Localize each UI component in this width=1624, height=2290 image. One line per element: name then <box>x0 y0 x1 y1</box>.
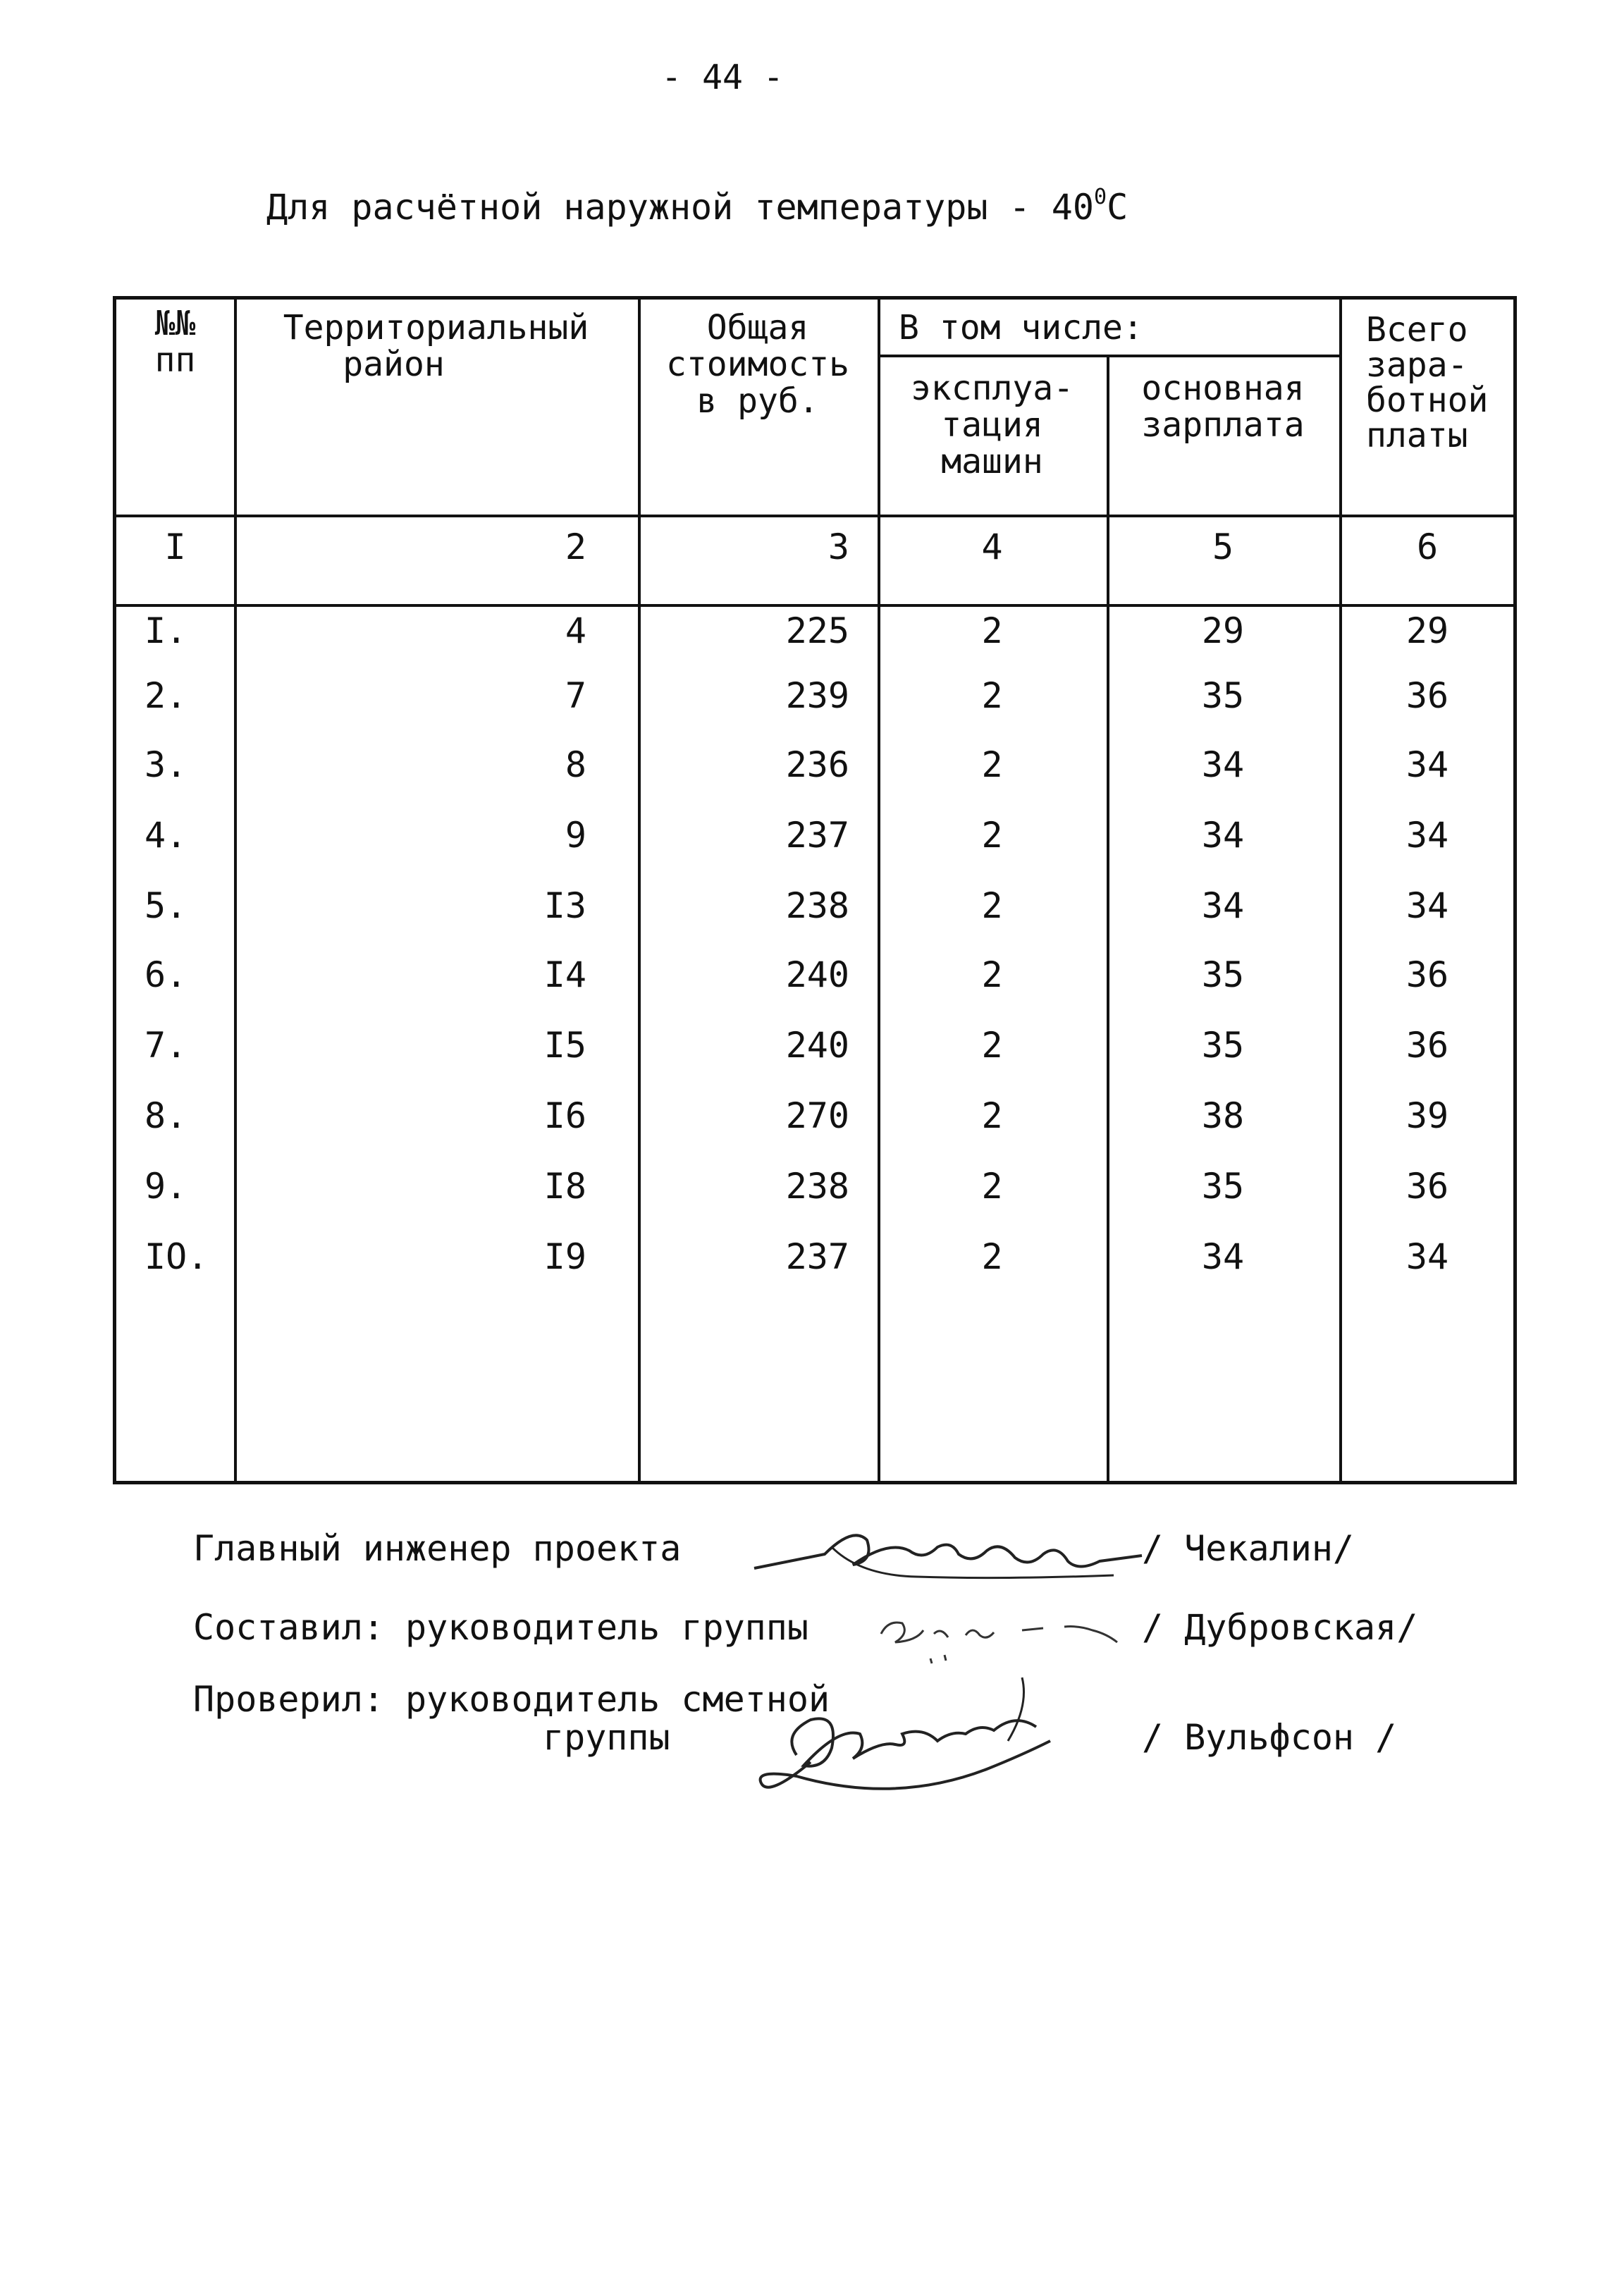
cell-machine-operation: 2 <box>981 610 1003 651</box>
cell-district: I8 <box>543 1166 586 1207</box>
cell-machine-operation: 2 <box>981 1166 1003 1207</box>
table-row <box>116 744 1513 786</box>
cell-machine-operation: 2 <box>981 885 1003 926</box>
signature-role-checker: Проверил: руководитель сметной <box>193 1679 830 1720</box>
cell-total-cost: 240 <box>785 954 849 995</box>
cell-total-cost: 238 <box>785 1166 849 1207</box>
signature-name-dubrovskaya: / Дубровская/ <box>1142 1607 1418 1648</box>
table-row <box>116 675 1513 717</box>
cell-total-wages: 34 <box>1405 885 1449 926</box>
cell-total-cost: 237 <box>785 815 849 856</box>
cell-total-wages: 36 <box>1405 675 1449 716</box>
cell-row-number: 8. <box>144 1095 187 1136</box>
cell-total-cost: 239 <box>785 675 849 716</box>
cell-base-salary: 34 <box>1201 885 1245 926</box>
group-underline <box>878 355 1339 357</box>
cell-district: 9 <box>565 815 586 856</box>
data-table <box>113 296 1517 1484</box>
cell-base-salary: 29 <box>1201 610 1245 651</box>
header-total-cost: Общая стоимость в руб. <box>665 308 850 421</box>
page-number: - 44 - <box>661 58 784 97</box>
cell-district: I6 <box>543 1095 586 1136</box>
cell-district: I5 <box>543 1025 586 1066</box>
column-number: 5 <box>1212 527 1234 567</box>
column-number: 3 <box>828 527 849 567</box>
cell-total-wages: 36 <box>1405 954 1449 995</box>
cell-base-salary: 35 <box>1201 675 1245 716</box>
cell-total-cost: 237 <box>785 1236 849 1277</box>
header-district: Территориальный район <box>283 308 589 384</box>
header-total-wages: Всего зара- ботной платы <box>1366 310 1489 455</box>
column-number: 6 <box>1416 527 1439 567</box>
column-number: 2 <box>565 527 586 567</box>
cell-total-wages: 29 <box>1405 610 1449 651</box>
table-row <box>116 1024 1513 1066</box>
cell-machine-operation: 2 <box>981 675 1003 716</box>
cell-row-number: 5. <box>144 885 187 926</box>
cell-total-cost: 225 <box>785 610 849 651</box>
cell-row-number: 7. <box>144 1025 187 1066</box>
cell-row-number: 4. <box>144 815 187 856</box>
table-row <box>116 1165 1513 1207</box>
cell-machine-operation: 2 <box>981 1236 1003 1277</box>
cell-row-number: 3. <box>144 744 187 785</box>
cell-machine-operation: 2 <box>981 954 1003 995</box>
cell-machine-operation: 2 <box>981 1025 1003 1066</box>
cell-total-cost: 240 <box>785 1025 849 1066</box>
cell-total-wages: 34 <box>1405 1236 1449 1277</box>
cell-district: I3 <box>543 885 586 926</box>
cell-base-salary: 35 <box>1201 1025 1245 1066</box>
signature-role-chief-engineer: Главный инженер проекта <box>193 1528 682 1569</box>
table-row <box>116 885 1513 927</box>
cell-total-wages: 36 <box>1405 1166 1449 1207</box>
header-machine-operation: эксплуа- тация машин <box>910 369 1074 481</box>
column-number: 4 <box>981 527 1003 567</box>
cell-row-number: 9. <box>144 1166 187 1207</box>
page-title <box>266 185 1128 228</box>
cell-machine-operation: 2 <box>981 744 1003 785</box>
column-number: I <box>164 527 186 567</box>
signature-role-compiler: Составил: руководитель группы <box>193 1607 808 1648</box>
cell-base-salary: 38 <box>1201 1095 1245 1136</box>
cell-total-wages: 36 <box>1405 1025 1449 1066</box>
signature-chief-engineer <box>747 1512 1142 1589</box>
cell-base-salary: 34 <box>1201 815 1245 856</box>
signature-compiler <box>867 1592 1135 1669</box>
cell-district: 7 <box>565 675 586 716</box>
title-text: Для расчётной наружной температуры - 40 <box>266 187 1094 228</box>
title-degree: 0 <box>1094 185 1107 209</box>
cell-base-salary: 35 <box>1201 1166 1245 1207</box>
cell-total-cost: 270 <box>785 1095 849 1136</box>
cell-district: 8 <box>565 744 586 785</box>
cell-base-salary: 34 <box>1201 1236 1245 1277</box>
table-row <box>116 954 1513 996</box>
cell-base-salary: 35 <box>1201 954 1245 995</box>
cell-district: 4 <box>565 610 586 651</box>
title-unit: С <box>1107 187 1128 228</box>
cell-total-cost: 236 <box>785 744 849 785</box>
cell-total-wages: 39 <box>1405 1095 1449 1136</box>
cell-row-number: 6. <box>144 954 187 995</box>
signature-role-checker-cont: группы <box>543 1717 670 1758</box>
table-row <box>116 610 1513 652</box>
cell-row-number: IO. <box>144 1236 209 1277</box>
cell-row-number: I. <box>144 610 187 651</box>
cell-machine-operation: 2 <box>981 1095 1003 1136</box>
cell-base-salary: 34 <box>1201 744 1245 785</box>
signature-name-chekalin: / Чекалин/ <box>1142 1528 1355 1569</box>
cell-district: I9 <box>543 1236 586 1277</box>
cell-total-cost: 238 <box>785 885 849 926</box>
header-group: В том числе: <box>899 308 1143 347</box>
header-divider <box>116 515 1513 517</box>
header-base-salary: основная зарплата <box>1141 369 1305 445</box>
header-number: №№ пп <box>154 304 196 380</box>
column-number-divider <box>116 604 1513 607</box>
cell-district: I4 <box>543 954 586 995</box>
signature-name-vulfson: / Вульфсон / <box>1142 1717 1397 1758</box>
cell-total-wages: 34 <box>1405 744 1449 785</box>
signature-checker <box>754 1663 1085 1826</box>
cell-total-wages: 34 <box>1405 815 1449 856</box>
table-row <box>116 1095 1513 1137</box>
table-row <box>116 814 1513 856</box>
cell-machine-operation: 2 <box>981 815 1003 856</box>
table-row <box>116 1236 1513 1278</box>
cell-row-number: 2. <box>144 675 187 716</box>
